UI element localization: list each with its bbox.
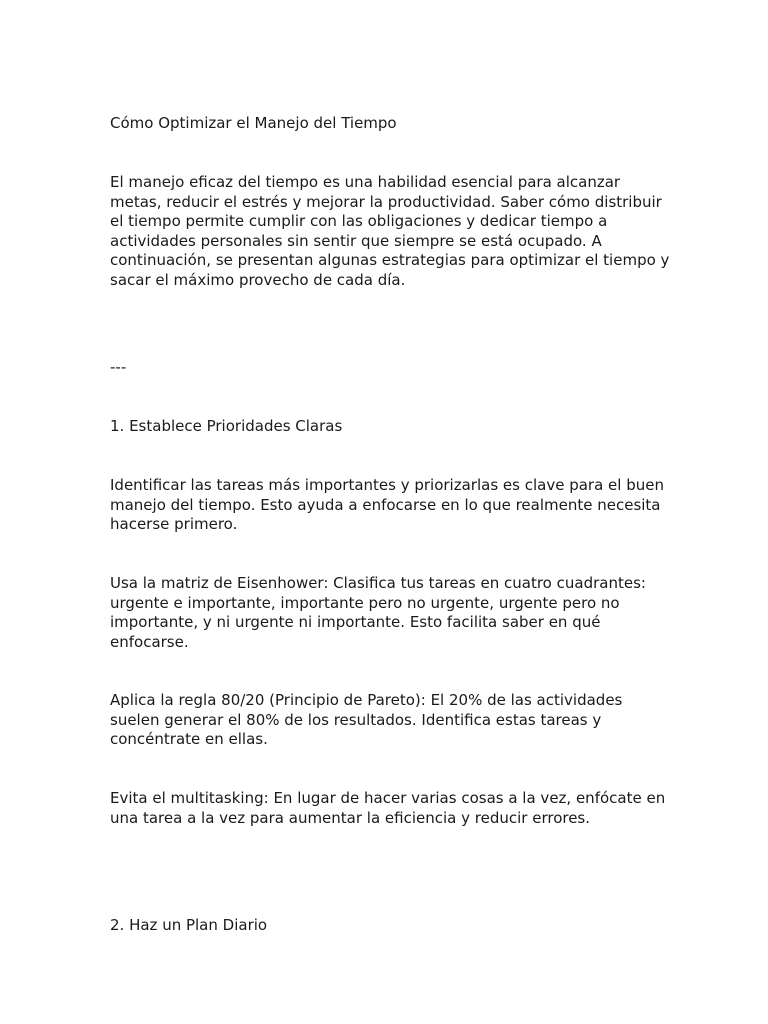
section-separator: --- xyxy=(110,358,127,376)
document-page xyxy=(110,0,670,1024)
section-1-paragraph: Identificar las tareas más importantes y priorizarlas es clave para el buen manejo del tiempo. Esto ayuda a enfocarse en lo que realmente necesita hacerse primero. xyxy=(110,476,664,534)
section-1-paragraph: Evita el multitasking: En lugar de hacer varias cosas a la vez, enfócate en una tarea a la vez para aumentar la eficiencia y reducir errores. xyxy=(110,789,666,827)
document-title: Cómo Optimizar el Manejo del Tiempo xyxy=(110,114,397,132)
section-heading-1: 1. Establece Prioridades Claras xyxy=(110,417,343,435)
intro-paragraph: El manejo eficaz del tiempo es una habilidad esencial para alcanzar metas, reducir el estrés y mejorar la productividad. Saber cómo distribuir el tiempo permite cumplir con las obligaciones y dedicar tiempo a actividades personales sin sentir que siempre se está ocupado. A continuación, se presentan algunas estrategias para optimizar el tiempo y sacar el máximo provecho de cada día. xyxy=(110,173,670,289)
section-1-paragraph: Usa la matriz de Eisenhower: Clasifica tus tareas en cuatro cuadrantes: urgente e importante, importante pero no urgente, urgente pero no importante, y ni urgente ni importante. Esto facilita saber en qué enfocarse. xyxy=(110,574,646,651)
section-1-paragraph: Aplica la regla 80/20 (Principio de Pareto): El 20% de las actividades suelen generar el 80% de los resultados. Identifica estas tareas y concéntrate en ellas. xyxy=(110,691,623,749)
section-heading-2: 2. Haz un Plan Diario xyxy=(110,916,268,934)
